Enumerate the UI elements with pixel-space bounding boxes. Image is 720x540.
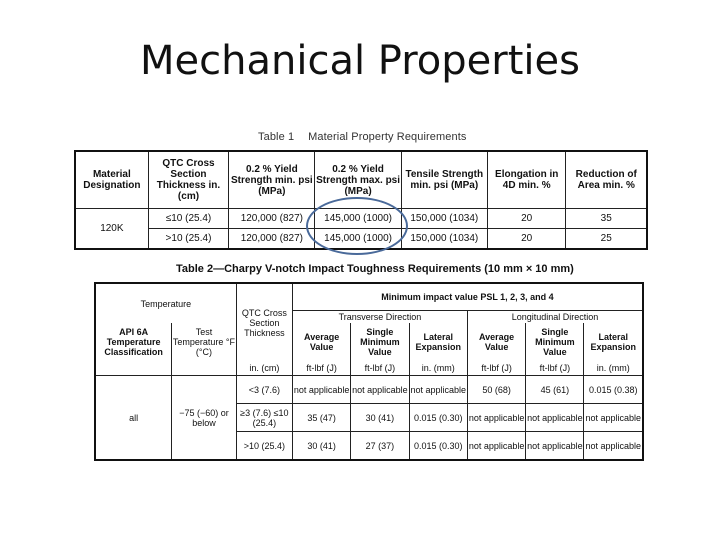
table1-header-cell: QTC Cross Section Thickness in. (cm) [148,151,228,209]
table-cell: >10 (25.4) [236,432,292,461]
table-cell: not applicable [526,404,584,432]
min-impact-header: Minimum impact value PSL 1, 2, 3, and 4 [293,283,644,311]
unit-cell: ft-lbf (J) [526,361,584,376]
table-cell: not applicable [584,432,643,461]
table-cell: <3 (7.6) [236,376,292,404]
table1-caption-title: Material Property Requirements [308,131,467,143]
unit-cell: ft-lbf (J) [351,361,409,376]
impact-toughness-table [94,282,644,461]
table-cell: not applicable [584,404,643,432]
lateral-expansion-header: Lateral Expansion [409,323,467,361]
table-cell: 45 (61) [526,376,584,404]
unit-cell: ft-lbf (J) [293,361,351,376]
table-cell: 27 (37) [351,432,409,461]
table-cell: not applicable [467,404,525,432]
table-cell: 145,000 (1000) [315,209,401,229]
table-cell: 50 (68) [467,376,525,404]
average-value-header: Average Value [293,323,351,361]
table1-header-cell: Tensile Strength min. psi (MPa) [401,151,487,209]
single-min-header: Single Minimum Value [526,323,584,361]
table1-header-cell: Material Designation [75,151,148,209]
unit-cell: in. (mm) [409,361,467,376]
single-min-header: Single Minimum Value [351,323,409,361]
table-cell: 120,000 (827) [229,209,315,229]
transverse-header: Transverse Direction [293,311,468,324]
unit-cell: in. (mm) [584,361,643,376]
unit-cell: ft-lbf (J) [467,361,525,376]
table-cell: 150,000 (1034) [401,209,487,229]
table1-header-cell: Reduction of Area min. % [566,151,647,209]
table-cell: 25 [566,229,647,250]
qtc-header: QTC Cross Section Thickness [236,283,292,361]
table-cell: 0.015 (0.30) [409,404,467,432]
test-temp-header: Test Temperature °F (°C) [172,323,236,361]
api-class-header: API 6A Temperature Classification [95,323,172,361]
test-temperature-cell: −75 (−60) or below [172,376,236,461]
units-row [95,361,643,376]
table-cell: not applicable [409,376,467,404]
average-value-header: Average Value [467,323,525,361]
table-row [95,376,643,404]
table1-header-cell: Elongation in 4D min. % [487,151,566,209]
table-cell: 35 [566,209,647,229]
table-cell: 20 [487,209,566,229]
table-cell: 30 (41) [351,404,409,432]
table-cell: 20 [487,229,566,250]
table1-caption-number: Table 1 [258,131,295,143]
table-cell: 35 (47) [293,404,351,432]
highlight-circle [306,197,408,255]
table1-caption [258,131,466,143]
table-cell: 120,000 (827) [229,229,315,250]
table1-header-cell: 0.2 % Yield Strength max. psi (MPa) [315,151,401,209]
table-cell: 30 (41) [293,432,351,461]
slide-title: Mechanical Properties [140,38,580,84]
longitudinal-header: Longitudinal Direction [467,311,643,324]
table-cell: 145,000 (1000) [315,229,401,250]
api-classification-cell: all [95,376,172,461]
table-cell: 0.015 (0.30) [409,432,467,461]
table-cell: >10 (25.4) [148,229,228,250]
unit-cell: in. (cm) [236,361,292,376]
temperature-header: Temperature [95,283,236,323]
table-cell: not applicable [467,432,525,461]
table2-caption: Table 2—Charpy V-notch Impact Toughness Requirements (10 mm × 10 mm) [176,263,574,275]
table2-header-row [95,323,643,361]
table-cell: ≥3 (7.6) ≤10 (25.4) [236,404,292,432]
table-cell: not applicable [293,376,351,404]
table-cell: not applicable [526,432,584,461]
table-cell: 0.015 (0.38) [584,376,643,404]
table-cell: not applicable [351,376,409,404]
table-cell: 150,000 (1034) [401,229,487,250]
table-cell: ≤10 (25.4) [148,209,228,229]
material-designation-cell: 120K [75,209,148,250]
lateral-expansion-header: Lateral Expansion [584,323,643,361]
table1-header-cell: 0.2 % Yield Strength min. psi (MPa) [229,151,315,209]
table2-header-row [95,283,643,311]
